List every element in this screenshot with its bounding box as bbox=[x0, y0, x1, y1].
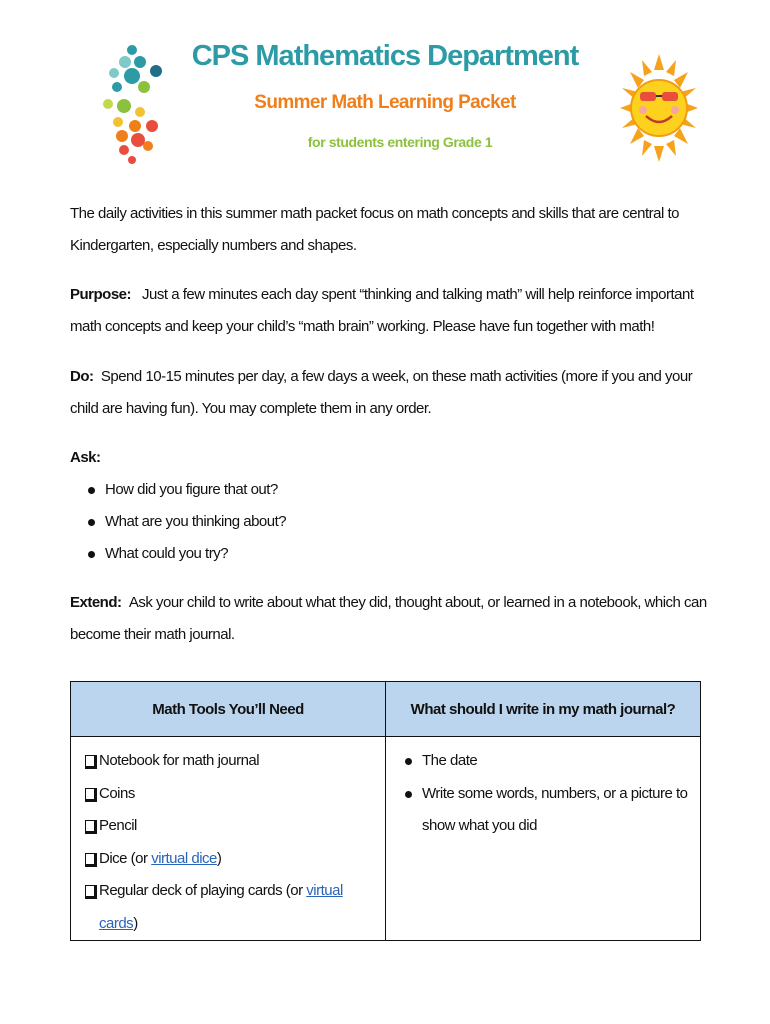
purpose-paragraph bbox=[70, 279, 710, 343]
math-tools-table bbox=[70, 681, 701, 941]
grade-line: for students entering Grade 1 bbox=[307, 134, 493, 150]
list-item: How did you figure that out? bbox=[70, 474, 710, 506]
tool-notebook: Notebook for math journal bbox=[85, 745, 385, 778]
intro-paragraph: The daily activities in this summer math packet focus on math concepts and skills that are central to Kindergarten, especially numbers and shapes. bbox=[70, 205, 679, 254]
extend-label: Extend: bbox=[70, 594, 122, 611]
purpose-label: Purpose: bbox=[70, 286, 132, 303]
ask-list bbox=[70, 474, 710, 570]
virtual-dice-link[interactable]: virtual dice bbox=[151, 849, 217, 867]
extend-paragraph bbox=[70, 587, 710, 651]
purpose-text: Just a few minutes each day spent “thinking and talking math” will help reinforce important math concepts and keep your child’s “math brain” working. Please have fun together with math! bbox=[70, 286, 694, 335]
tool-pencil: Pencil bbox=[85, 810, 385, 843]
ask-section bbox=[70, 442, 710, 570]
virtual-cards-link[interactable]: virtual cards bbox=[99, 882, 343, 932]
extend-text: Ask your child to write about what they did, thought about, or learned in a notebook, which can become their math journal. bbox=[70, 594, 707, 643]
tool-coins: Coins bbox=[85, 778, 385, 811]
journal-column-header: What should I write in my math journal? bbox=[386, 682, 701, 737]
page-subtitle: Summer Math Learning Packet bbox=[254, 92, 516, 113]
tool-cards bbox=[85, 875, 385, 940]
dice-text: Dice (or bbox=[99, 849, 152, 867]
journal-item-date: The date bbox=[386, 745, 700, 778]
list-item: What are you thinking about? bbox=[70, 506, 710, 538]
tools-checklist bbox=[71, 745, 385, 940]
tools-column-header: Math Tools You’ll Need bbox=[71, 682, 386, 737]
cards-suffix: ) bbox=[133, 914, 138, 932]
cards-text: Regular deck of playing cards (or bbox=[99, 882, 307, 899]
dice-suffix: ) bbox=[216, 849, 222, 867]
page-title: CPS Mathematics Department bbox=[191, 40, 579, 72]
sun-with-sunglasses-icon bbox=[618, 52, 700, 164]
do-label: Do: bbox=[70, 368, 94, 385]
ask-label: Ask: bbox=[70, 449, 101, 466]
journal-list bbox=[386, 745, 700, 843]
list-item: What could you try? bbox=[70, 538, 710, 570]
journal-item-words: Write some words, numbers, or a picture to show what you did bbox=[386, 778, 700, 843]
journal-cell bbox=[386, 737, 701, 941]
tool-dice bbox=[85, 843, 385, 876]
tools-cell bbox=[71, 737, 386, 941]
do-text: Spend 10-15 minutes per day, a few days a week, on these math activities (more if you and your child are having fun). You may complete them in any order. bbox=[70, 368, 693, 417]
do-paragraph bbox=[70, 361, 710, 425]
